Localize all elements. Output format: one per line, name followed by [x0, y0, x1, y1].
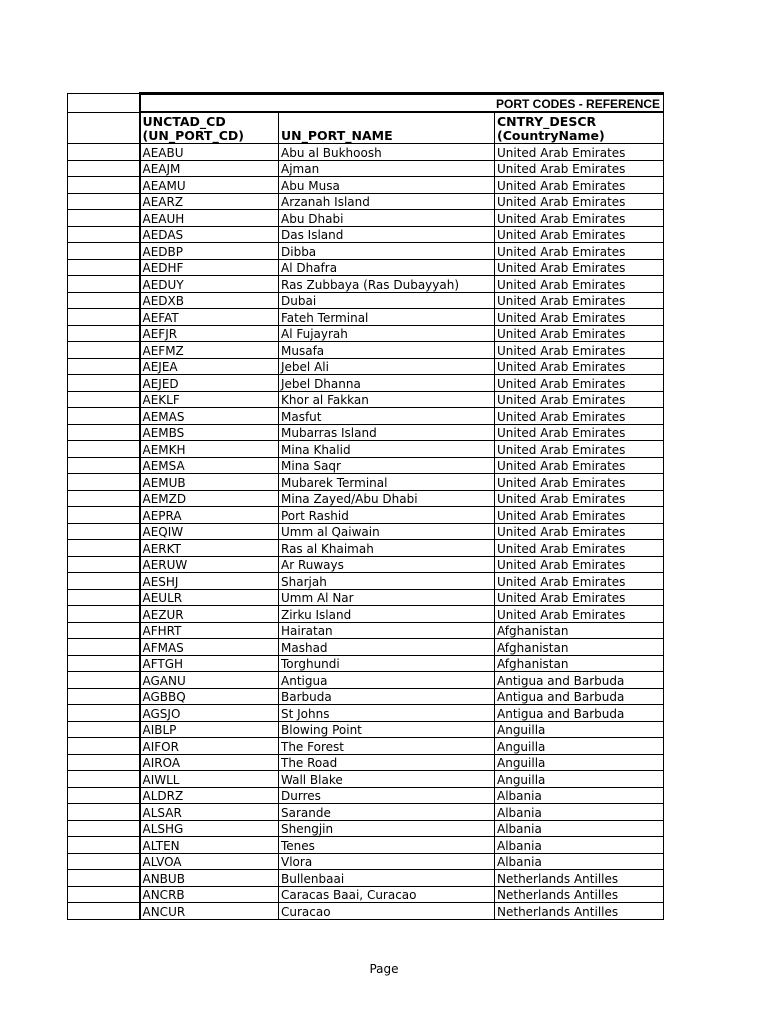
- port-code-cell: AEZUR: [140, 606, 279, 623]
- port-code-cell: AEFMZ: [140, 342, 279, 359]
- table-row: [68, 837, 664, 854]
- gutter-cell: [68, 325, 140, 342]
- port-name-cell: Umm al Qaiwain: [279, 523, 495, 540]
- port-code-cell: AEDAS: [140, 226, 279, 243]
- port-code-cell: AEJED: [140, 375, 279, 392]
- header-name-line: UN_PORT_NAME: [281, 128, 393, 143]
- table-row: [68, 622, 664, 639]
- port-name-cell: Zirku Island: [279, 606, 495, 623]
- port-code-cell: AEPRA: [140, 507, 279, 524]
- gutter-cell: [68, 507, 140, 524]
- gutter-cell: [68, 358, 140, 375]
- gutter-cell: [68, 903, 140, 920]
- country-name-cell: United Arab Emirates: [495, 325, 664, 342]
- country-name-cell: United Arab Emirates: [495, 144, 664, 161]
- table-row: [68, 408, 664, 425]
- port-name-cell: Shengjin: [279, 820, 495, 837]
- gutter-cell: [68, 193, 140, 210]
- port-code-cell: AEABU: [140, 144, 279, 161]
- port-code-cell: AEULR: [140, 589, 279, 606]
- gutter-cell: [68, 655, 140, 672]
- port-name-cell: Abu Musa: [279, 177, 495, 194]
- table-row: [68, 375, 664, 392]
- port-code-cell: AEMAS: [140, 408, 279, 425]
- country-name-cell: United Arab Emirates: [495, 243, 664, 260]
- header-port-name: [279, 112, 495, 144]
- port-name-cell: Al Fujayrah: [279, 325, 495, 342]
- port-name-cell: Blowing Point: [279, 721, 495, 738]
- port-code-cell: AEDHF: [140, 259, 279, 276]
- gutter-cell: [68, 292, 140, 309]
- port-name-cell: Abu al Bukhoosh: [279, 144, 495, 161]
- gutter-cell: [68, 870, 140, 887]
- gutter-cell: [68, 837, 140, 854]
- country-name-cell: United Arab Emirates: [495, 523, 664, 540]
- port-name-cell: Ras al Khaimah: [279, 540, 495, 557]
- port-name-cell: Antigua: [279, 672, 495, 689]
- gutter-cell: [68, 622, 140, 639]
- port-code-cell: AEKLF: [140, 391, 279, 408]
- port-code-cell: AIWLL: [140, 771, 279, 788]
- country-name-cell: United Arab Emirates: [495, 259, 664, 276]
- table-row: [68, 787, 664, 804]
- gutter-cell: [68, 424, 140, 441]
- port-code-cell: AEMBS: [140, 424, 279, 441]
- port-code-cell: AFHRT: [140, 622, 279, 639]
- port-name-cell: Jebel Ali: [279, 358, 495, 375]
- port-name-cell: Al Dhafra: [279, 259, 495, 276]
- gutter-cell: [68, 639, 140, 656]
- port-name-cell: Tenes: [279, 837, 495, 854]
- table-row: [68, 655, 664, 672]
- country-name-cell: Anguilla: [495, 721, 664, 738]
- country-name-cell: United Arab Emirates: [495, 226, 664, 243]
- country-name-cell: United Arab Emirates: [495, 606, 664, 623]
- table-row: [68, 771, 664, 788]
- table-row: [68, 886, 664, 903]
- port-code-cell: AEMUB: [140, 474, 279, 491]
- country-name-cell: Antigua and Barbuda: [495, 705, 664, 722]
- gutter-cell: [68, 556, 140, 573]
- gutter-cell: [68, 210, 140, 227]
- country-name-cell: Afghanistan: [495, 622, 664, 639]
- port-code-cell: AGBBQ: [140, 688, 279, 705]
- table-row: [68, 276, 664, 293]
- country-name-cell: Antigua and Barbuda: [495, 672, 664, 689]
- port-code-cell: AEFAT: [140, 309, 279, 326]
- port-name-cell: Arzanah Island: [279, 193, 495, 210]
- port-name-cell: Durres: [279, 787, 495, 804]
- port-name-cell: The Forest: [279, 738, 495, 755]
- country-name-cell: United Arab Emirates: [495, 507, 664, 524]
- port-name-cell: Das Island: [279, 226, 495, 243]
- gutter-cell: [68, 804, 140, 821]
- port-code-cell: AGANU: [140, 672, 279, 689]
- table-row: [68, 606, 664, 623]
- gutter-cell: [68, 94, 140, 113]
- country-name-cell: Netherlands Antilles: [495, 886, 664, 903]
- port-code-cell: AEAUH: [140, 210, 279, 227]
- gutter-cell: [68, 721, 140, 738]
- country-name-cell: Netherlands Antilles: [495, 903, 664, 920]
- table-row: [68, 474, 664, 491]
- gutter-cell: [68, 771, 140, 788]
- header-code-line1: UNCTAD_CD: [142, 114, 226, 129]
- port-name-cell: The Road: [279, 754, 495, 771]
- header-country: [495, 112, 664, 144]
- table-row: [68, 259, 664, 276]
- table-row: [68, 342, 664, 359]
- port-name-cell: Barbuda: [279, 688, 495, 705]
- port-name-cell: Vlora: [279, 853, 495, 870]
- country-name-cell: United Arab Emirates: [495, 589, 664, 606]
- port-name-cell: Bullenbaai: [279, 870, 495, 887]
- gutter-cell: [68, 177, 140, 194]
- port-code-cell: AESHJ: [140, 573, 279, 590]
- table-row: [68, 540, 664, 557]
- port-code-cell: ALDRZ: [140, 787, 279, 804]
- gutter-cell: [68, 573, 140, 590]
- table-row: [68, 490, 664, 507]
- port-code-cell: ALVOA: [140, 853, 279, 870]
- port-code-cell: ANCRB: [140, 886, 279, 903]
- port-name-cell: Mina Saqr: [279, 457, 495, 474]
- country-name-cell: United Arab Emirates: [495, 292, 664, 309]
- country-name-cell: United Arab Emirates: [495, 490, 664, 507]
- gutter-cell: [68, 523, 140, 540]
- port-name-cell: Fateh Terminal: [279, 309, 495, 326]
- port-name-cell: Masfut: [279, 408, 495, 425]
- port-name-cell: Mubarek Terminal: [279, 474, 495, 491]
- gutter-cell: [68, 787, 140, 804]
- table-row: [68, 721, 664, 738]
- gutter-cell: [68, 375, 140, 392]
- country-name-cell: United Arab Emirates: [495, 391, 664, 408]
- table-row: [68, 589, 664, 606]
- gutter-cell: [68, 391, 140, 408]
- gutter-cell: [68, 408, 140, 425]
- port-code-cell: ANBUB: [140, 870, 279, 887]
- header-row: [68, 112, 664, 144]
- country-name-cell: United Arab Emirates: [495, 457, 664, 474]
- port-name-cell: Mubarras Island: [279, 424, 495, 441]
- gutter-cell: [68, 540, 140, 557]
- header-unctad-code: [140, 112, 279, 144]
- port-code-cell: AEMZD: [140, 490, 279, 507]
- port-name-cell: Mina Khalid: [279, 441, 495, 458]
- country-name-cell: United Arab Emirates: [495, 309, 664, 326]
- country-name-cell: Anguilla: [495, 771, 664, 788]
- country-name-cell: Anguilla: [495, 754, 664, 771]
- country-name-cell: Albania: [495, 787, 664, 804]
- port-code-cell: AERUW: [140, 556, 279, 573]
- table-row: [68, 292, 664, 309]
- gutter-cell: [68, 259, 140, 276]
- port-name-cell: Dubai: [279, 292, 495, 309]
- table-row: [68, 507, 664, 524]
- country-name-cell: United Arab Emirates: [495, 540, 664, 557]
- port-code-cell: ALSHG: [140, 820, 279, 837]
- port-name-cell: Ajman: [279, 160, 495, 177]
- gutter-cell: [68, 243, 140, 260]
- country-name-cell: United Arab Emirates: [495, 556, 664, 573]
- page-footer: Page: [369, 962, 399, 976]
- port-name-cell: Umm Al Nar: [279, 589, 495, 606]
- port-name-cell: Dibba: [279, 243, 495, 260]
- gutter-cell: [68, 820, 140, 837]
- port-code-cell: ALTEN: [140, 837, 279, 854]
- country-name-cell: United Arab Emirates: [495, 210, 664, 227]
- gutter-cell: [68, 441, 140, 458]
- port-code-cell: AERKT: [140, 540, 279, 557]
- port-code-cell: AEDXB: [140, 292, 279, 309]
- table-row: [68, 688, 664, 705]
- country-name-cell: United Arab Emirates: [495, 408, 664, 425]
- gutter-cell: [68, 457, 140, 474]
- table-row: [68, 177, 664, 194]
- country-name-cell: Anguilla: [495, 738, 664, 755]
- country-name-cell: United Arab Emirates: [495, 160, 664, 177]
- port-code-cell: AIROA: [140, 754, 279, 771]
- table-row: [68, 754, 664, 771]
- gutter-cell: [68, 226, 140, 243]
- port-name-cell: Mashad: [279, 639, 495, 656]
- port-name-cell: Musafa: [279, 342, 495, 359]
- port-code-cell: AEFJR: [140, 325, 279, 342]
- gutter-cell: [68, 490, 140, 507]
- table-row: [68, 358, 664, 375]
- table-row: [68, 573, 664, 590]
- country-name-cell: United Arab Emirates: [495, 177, 664, 194]
- country-name-cell: Antigua and Barbuda: [495, 688, 664, 705]
- gutter-cell: [68, 705, 140, 722]
- port-name-cell: Jebel Dhanna: [279, 375, 495, 392]
- country-name-cell: United Arab Emirates: [495, 342, 664, 359]
- gutter-cell: [68, 309, 140, 326]
- port-code-cell: AIFOR: [140, 738, 279, 755]
- country-name-cell: United Arab Emirates: [495, 375, 664, 392]
- country-name-cell: United Arab Emirates: [495, 441, 664, 458]
- country-name-cell: Albania: [495, 853, 664, 870]
- table-row: [68, 804, 664, 821]
- port-name-cell: Curacao: [279, 903, 495, 920]
- port-name-cell: Abu Dhabi: [279, 210, 495, 227]
- port-name-cell: Hairatan: [279, 622, 495, 639]
- port-codes-table: [67, 92, 664, 920]
- port-name-cell: Ar Ruways: [279, 556, 495, 573]
- table-row: [68, 457, 664, 474]
- country-name-cell: United Arab Emirates: [495, 193, 664, 210]
- table-row: [68, 391, 664, 408]
- gutter-cell: [68, 589, 140, 606]
- gutter-cell: [68, 672, 140, 689]
- port-code-cell: AEARZ: [140, 193, 279, 210]
- table-row: [68, 226, 664, 243]
- gutter-cell: [68, 276, 140, 293]
- port-code-cell: AEAMU: [140, 177, 279, 194]
- port-code-cell: AIBLP: [140, 721, 279, 738]
- port-name-cell: Caracas Baai, Curacao: [279, 886, 495, 903]
- country-name-cell: Albania: [495, 804, 664, 821]
- gutter-cell: [68, 886, 140, 903]
- gutter-cell: [68, 342, 140, 359]
- gutter-cell: [68, 754, 140, 771]
- port-code-cell: ALSAR: [140, 804, 279, 821]
- port-code-cell: AEAJM: [140, 160, 279, 177]
- port-name-cell: Ras Zubbaya (Ras Dubayyah): [279, 276, 495, 293]
- country-name-cell: Netherlands Antilles: [495, 870, 664, 887]
- table-row: [68, 144, 664, 161]
- port-code-cell: AEMKH: [140, 441, 279, 458]
- port-name-cell: St Johns: [279, 705, 495, 722]
- table-row: [68, 820, 664, 837]
- port-code-cell: AEJEA: [140, 358, 279, 375]
- port-name-cell: Wall Blake: [279, 771, 495, 788]
- port-code-cell: AFMAS: [140, 639, 279, 656]
- table-row: [68, 738, 664, 755]
- gutter-cell: [68, 160, 140, 177]
- gutter-cell: [68, 853, 140, 870]
- country-name-cell: Albania: [495, 837, 664, 854]
- title-row: [68, 94, 664, 113]
- table-row: [68, 243, 664, 260]
- port-code-cell: AEDUY: [140, 276, 279, 293]
- table-row: [68, 556, 664, 573]
- country-name-cell: United Arab Emirates: [495, 424, 664, 441]
- country-name-cell: United Arab Emirates: [495, 474, 664, 491]
- header-code-line2: (UN_PORT_CD): [142, 128, 244, 143]
- country-name-cell: Afghanistan: [495, 655, 664, 672]
- gutter-cell: [68, 474, 140, 491]
- table-row: [68, 523, 664, 540]
- table-row: [68, 193, 664, 210]
- table-row: [68, 325, 664, 342]
- port-code-cell: AGSJO: [140, 705, 279, 722]
- country-name-cell: United Arab Emirates: [495, 573, 664, 590]
- gutter-cell: [68, 688, 140, 705]
- gutter-cell: [68, 144, 140, 161]
- table-row: [68, 903, 664, 920]
- table-row: [68, 309, 664, 326]
- country-name-cell: United Arab Emirates: [495, 276, 664, 293]
- table-row: [68, 672, 664, 689]
- table-row: [68, 441, 664, 458]
- port-code-cell: AEQIW: [140, 523, 279, 540]
- table-row: [68, 870, 664, 887]
- header-country-line2: (CountryName): [497, 128, 605, 143]
- table-row: [68, 705, 664, 722]
- gutter-cell: [68, 112, 140, 144]
- country-name-cell: United Arab Emirates: [495, 358, 664, 375]
- port-name-cell: Torghundi: [279, 655, 495, 672]
- header-country-line1: CNTRY_DESCR: [497, 114, 597, 129]
- table-row: [68, 424, 664, 441]
- table-title: PORT CODES - REFERENCE: [140, 94, 664, 113]
- port-code-cell: AFTGH: [140, 655, 279, 672]
- table-row: [68, 160, 664, 177]
- table-row: [68, 210, 664, 227]
- port-name-cell: Sharjah: [279, 573, 495, 590]
- port-code-cell: AEMSA: [140, 457, 279, 474]
- country-name-cell: Albania: [495, 820, 664, 837]
- port-code-cell: AEDBP: [140, 243, 279, 260]
- gutter-cell: [68, 738, 140, 755]
- port-name-cell: Sarande: [279, 804, 495, 821]
- table-row: [68, 853, 664, 870]
- port-name-cell: Port Rashid: [279, 507, 495, 524]
- country-name-cell: Afghanistan: [495, 639, 664, 656]
- port-name-cell: Mina Zayed/Abu Dhabi: [279, 490, 495, 507]
- table-row: [68, 639, 664, 656]
- port-code-cell: ANCUR: [140, 903, 279, 920]
- gutter-cell: [68, 606, 140, 623]
- port-name-cell: Khor al Fakkan: [279, 391, 495, 408]
